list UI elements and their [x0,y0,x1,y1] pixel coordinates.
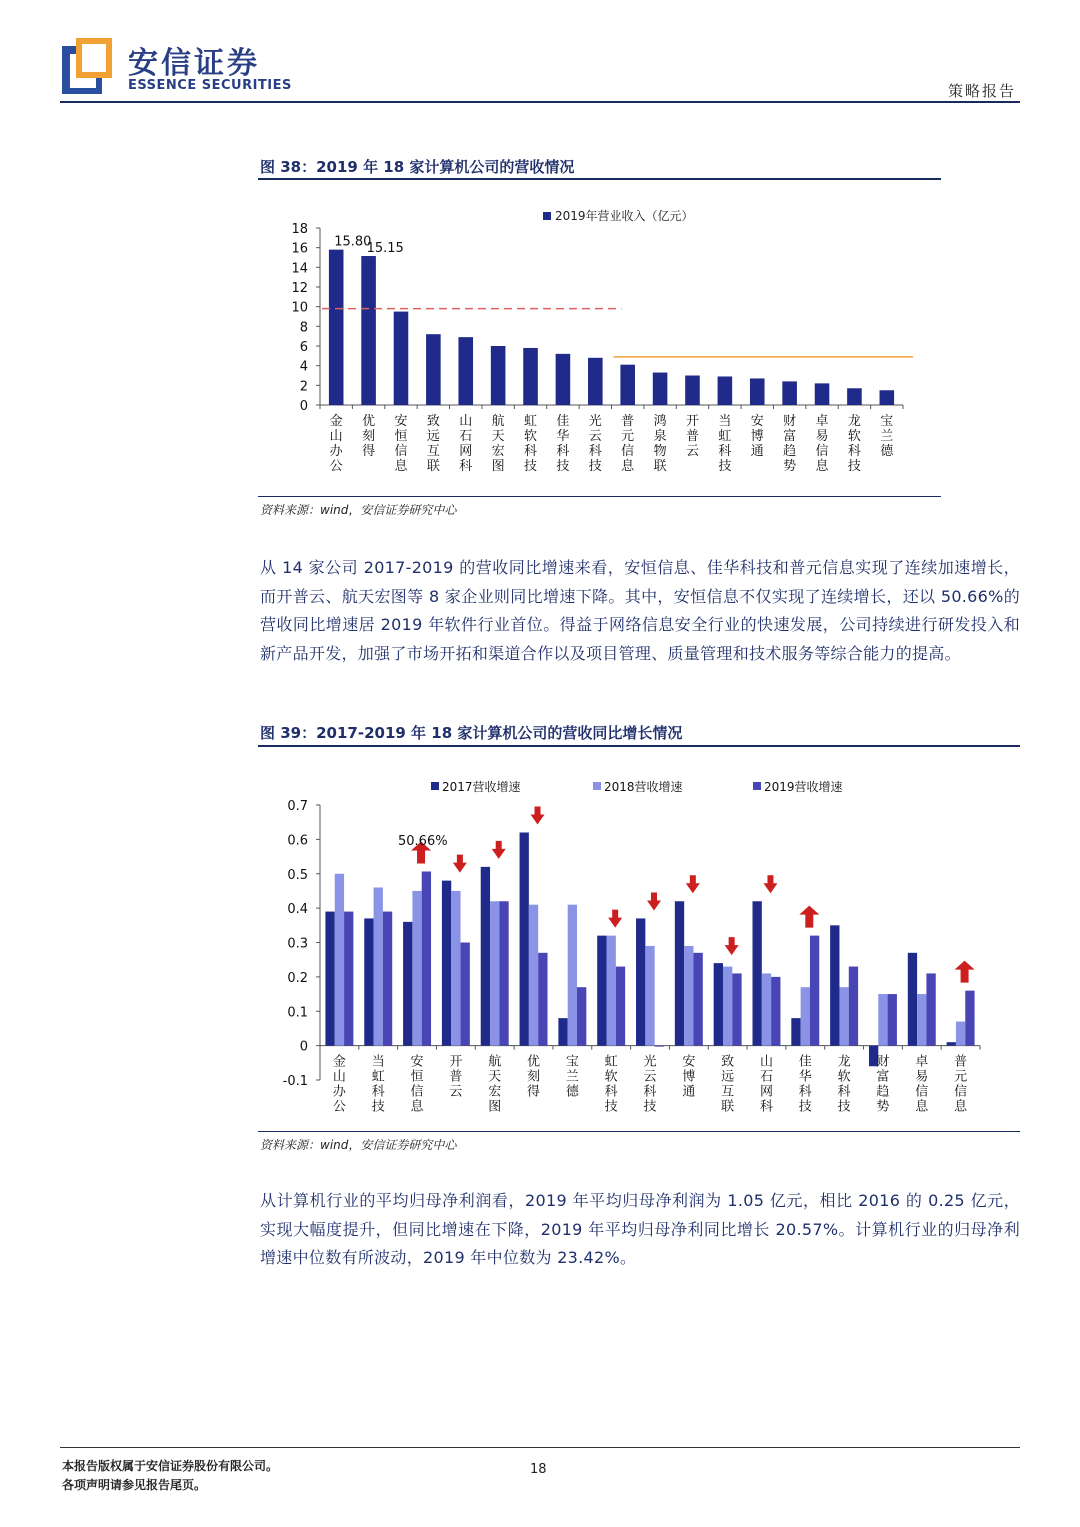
chart1-legend-label: 2019年营业收入（亿元） [555,209,694,223]
chart1-bar [426,334,441,405]
chart2-category-label: 虹软科技 [604,1054,618,1115]
footer-copyright: 本报告版权属于安信证券股份有限公司。 [62,1459,279,1473]
chart1-bar [394,312,409,405]
chart2-bar [451,891,460,1046]
chart2-legend-swatch [593,782,601,790]
chart2-bar [878,994,887,1046]
header-divider [60,101,1020,103]
chart2-bar [839,987,848,1045]
chart1-bar [620,365,635,405]
analysis-paragraph-1: 从 14 家公司 2017-2019 的营收同比增速来看，安恒信息、佳华科技和普元信息实现了连续加速增长，而开普云、航天宏图等 8 家企业则同比增速下降。其中，安恒信息不仅实现了连续增长，还以 50.66%的营收同比增速居 2019 年软件行业首位。得益于网络信息安全行业的快速发展，公司持续进行研发投入和新产品开发，加强了市场开拓和渠道合作以及项目管理、质量管理和技术服务等综合能力的提高。 [260,558,1020,663]
chart2-y-tick-label: 0.7 [287,799,308,814]
chart1-y-tick-label: 4 [299,359,308,375]
trend-down-arrow-icon [763,875,777,893]
chart2-category-label: 安博通 [682,1054,696,1100]
chart1-bar [556,354,571,405]
chart2-category-label: 金山办公 [332,1054,346,1115]
chart1-bar [782,381,797,405]
chart1-data-label: 15.80 [334,234,372,250]
chart2-bar [538,953,547,1046]
chart1-category-label: 光云科技 [588,414,602,474]
analysis-paragraph-2: 从计算机行业的平均归母净利润看，2019 年平均归母净利润为 1.05 亿元，相比 2016 的 0.25 亿元，实现大幅度提升，但同比增速在下降，2019 年平均归母净利同比增长 20.57%。计算机行业的归母净利增速中位数有所波动，2019 年中位数为 23.42%。 [260,1191,1020,1267]
chart2-category-label: 山石网科 [759,1054,773,1115]
chart2-bar [888,994,897,1046]
chart2-bar [684,946,693,1046]
chart1-bar [718,376,733,405]
chart2-y-tick-label: 0.3 [287,936,308,952]
chart2-bar [917,994,926,1046]
chart1-category-label: 卓易信息 [815,414,829,474]
chart1-bar [329,250,344,405]
report-type-label: 策略报告 [947,82,1016,100]
trend-down-arrow-icon [725,937,739,955]
chart2-category-label: 龙软科技 [837,1054,851,1115]
chart2-category-label: 卓易信息 [915,1054,929,1115]
chart2-bar [325,912,334,1046]
chart1-y-tick-label: 16 [291,241,308,257]
chart1-bar [880,390,895,405]
chart1-y-tick-label: 12 [291,281,308,296]
chart2-bar [344,912,353,1046]
chart2-bar [908,953,917,1046]
chart2-bar [675,901,684,1045]
chart2-bar [655,1046,664,1047]
chart1-category-label: 安博通 [750,414,764,459]
figure-39-title-rule [258,745,1020,747]
chart1-category-label: 鸿泉物联 [653,414,667,474]
chart2-y-tick-label: 0 [299,1039,308,1055]
chart2-category-label: 普元信息 [954,1054,968,1115]
chart2-bar [499,901,508,1045]
chart2-bar [520,833,529,1046]
chart2-bar [693,953,702,1046]
chart1-category-label: 航天宏图 [491,414,505,474]
trend-down-arrow-icon [531,807,545,825]
chart1-category-label: 优刻得 [362,414,376,459]
chart2-y-tick-label: 0.4 [287,902,308,918]
chart2-category-label: 财富趋势 [876,1054,890,1115]
chart2-bar [481,867,490,1046]
chart2-bar [412,891,421,1046]
chart2-bar [732,973,741,1045]
chart1-data-label: 15.15 [366,241,404,257]
chart1-category-label: 虹软科技 [524,414,538,474]
chart2-y-tick-label: 0.5 [287,867,308,883]
chart2-bar [771,977,780,1046]
chart1-category-label: 开普云 [685,414,699,459]
chart1-category-label: 普元信息 [621,414,635,474]
brand-name-en: ESSENCE SECURITIES [128,78,292,93]
chart2-category-label: 致远互联 [721,1054,735,1115]
chart1-y-tick-label: 10 [291,300,308,316]
chart2-bar [723,967,732,1046]
chart1-category-label: 龙软科技 [847,414,861,474]
chart2-bar [645,946,654,1046]
footer-divider [60,1447,1020,1448]
growth-bar-chart [258,765,1020,1130]
chart2-legend-swatch [431,782,439,790]
chart2-bar [422,871,431,1045]
chart2-bar [956,1022,965,1046]
chart2-category-label: 优刻得 [527,1054,541,1100]
figure-38-source-rule [258,496,941,497]
chart1-category-label: 佳华科技 [556,414,570,474]
chart2-bar [714,963,723,1046]
chart2-y-tick-label: -0.1 [282,1074,308,1089]
figure-39-title: 图 39：2017-2019 年 18 家计算机公司的营收同比增长情况 [260,724,683,742]
chart2-legend-label: 2019营收增速 [764,780,843,794]
chart2-bar [442,881,451,1046]
chart1-category-label: 金山办公 [329,414,343,474]
chart2-bar [965,991,974,1046]
chart1-category-label: 安恒信息 [394,414,408,474]
chart2-legend [431,779,843,794]
chart2-bar [529,905,538,1046]
chart2-bar [374,888,383,1046]
chart1-bar [847,388,862,405]
chart1-y-tick-label: 0 [299,399,308,414]
chart2-legend-swatch [753,782,761,790]
chart1-legend [543,208,694,223]
chart1-y-tick-label: 8 [299,320,308,336]
page-number: 18 [530,1462,547,1477]
chart2-category-label: 宝兰德 [565,1054,579,1100]
chart1-category-label: 宝兰德 [880,414,894,459]
chart2-bar [568,905,577,1046]
chart2-y-tick-label: 0.2 [287,970,308,986]
chart2-y-tick-label: 0.6 [287,833,308,849]
chart2-bar [403,922,412,1046]
chart2-bar [801,987,810,1045]
revenue-bar-chart [258,195,948,493]
figure-38-source: 资料来源：wind，安信证券研究中心 [260,503,457,517]
trend-down-arrow-icon [492,841,506,859]
chart2-bar [752,901,761,1045]
brand-name-cn: 安信证券 [128,46,260,81]
chart2-legend-label: 2017营收增速 [442,780,521,794]
chart1-y-tick-label: 2 [299,379,308,395]
chart2-bar [577,987,586,1045]
chart1-bar [685,376,700,406]
chart2-bar [335,874,344,1046]
trend-up-arrow-icon [799,906,819,928]
chart2-bar [791,1018,800,1046]
chart2-category-label: 安恒信息 [410,1054,424,1115]
chart1-bar [361,256,376,405]
chart2-bar [762,973,771,1045]
chart1-legend-swatch [543,212,551,220]
figure-38-title: 图 38：2019 年 18 家计算机公司的营收情况 [260,158,575,176]
chart1-bar [815,383,830,405]
chart1-category-label: 致远互联 [426,414,440,474]
chart2-category-label: 当虹科技 [371,1054,385,1115]
chart1-category-label: 山石网科 [459,414,473,474]
trend-down-arrow-icon [647,892,661,910]
chart1-category-label: 当虹科技 [718,414,732,474]
growth-peak-annotation: 50.66% [398,834,448,849]
chart1-category-label: 财富趋势 [783,414,797,474]
chart1-bar [750,378,765,405]
chart2-bar [558,1018,567,1046]
chart1-bar [588,358,603,405]
chart2-bar [461,943,470,1046]
figure-39-source: 资料来源：wind，安信证券研究中心 [260,1138,457,1152]
trend-down-arrow-icon [453,855,467,873]
chart2-category-label: 开普云 [449,1054,463,1100]
chart2-bar [849,967,858,1046]
chart2-category-label: 航天宏图 [488,1054,502,1115]
chart2-bar [947,1042,956,1045]
chart2-bar [636,918,645,1045]
trend-down-arrow-icon [608,910,622,928]
chart2-bar [383,912,392,1046]
chart2-bar [616,967,625,1046]
chart1-bar [653,373,668,405]
chart1-y-tick-label: 6 [299,340,308,355]
trend-down-arrow-icon [686,875,700,893]
chart2-bar [607,936,616,1046]
figure-38-title-rule [258,178,941,180]
trend-up-arrow-icon [955,961,975,983]
chart1-y-tick-label: 18 [291,222,308,237]
chart2-bar [926,973,935,1045]
chart2-y-tick-label: 0.1 [287,1005,308,1021]
chart2-legend-label: 2018营收增速 [604,780,683,794]
chart1-bar [458,337,473,405]
footer-disclaimer-note: 各项声明请参见报告尾页。 [62,1478,207,1492]
chart2-bar [830,925,839,1045]
chart2-bar [810,936,819,1046]
chart2-bar [490,901,499,1045]
chart2-category-label: 佳华科技 [798,1054,812,1115]
figure-39-source-rule [258,1131,1020,1132]
chart1-bar [491,346,506,405]
brand-logo-icon [62,38,112,94]
chart2-bar [364,918,373,1045]
chart2-bar [597,936,606,1046]
chart2-category-label: 光云科技 [643,1054,657,1115]
chart1-bar [523,348,538,405]
chart1-y-tick-label: 14 [291,261,308,277]
